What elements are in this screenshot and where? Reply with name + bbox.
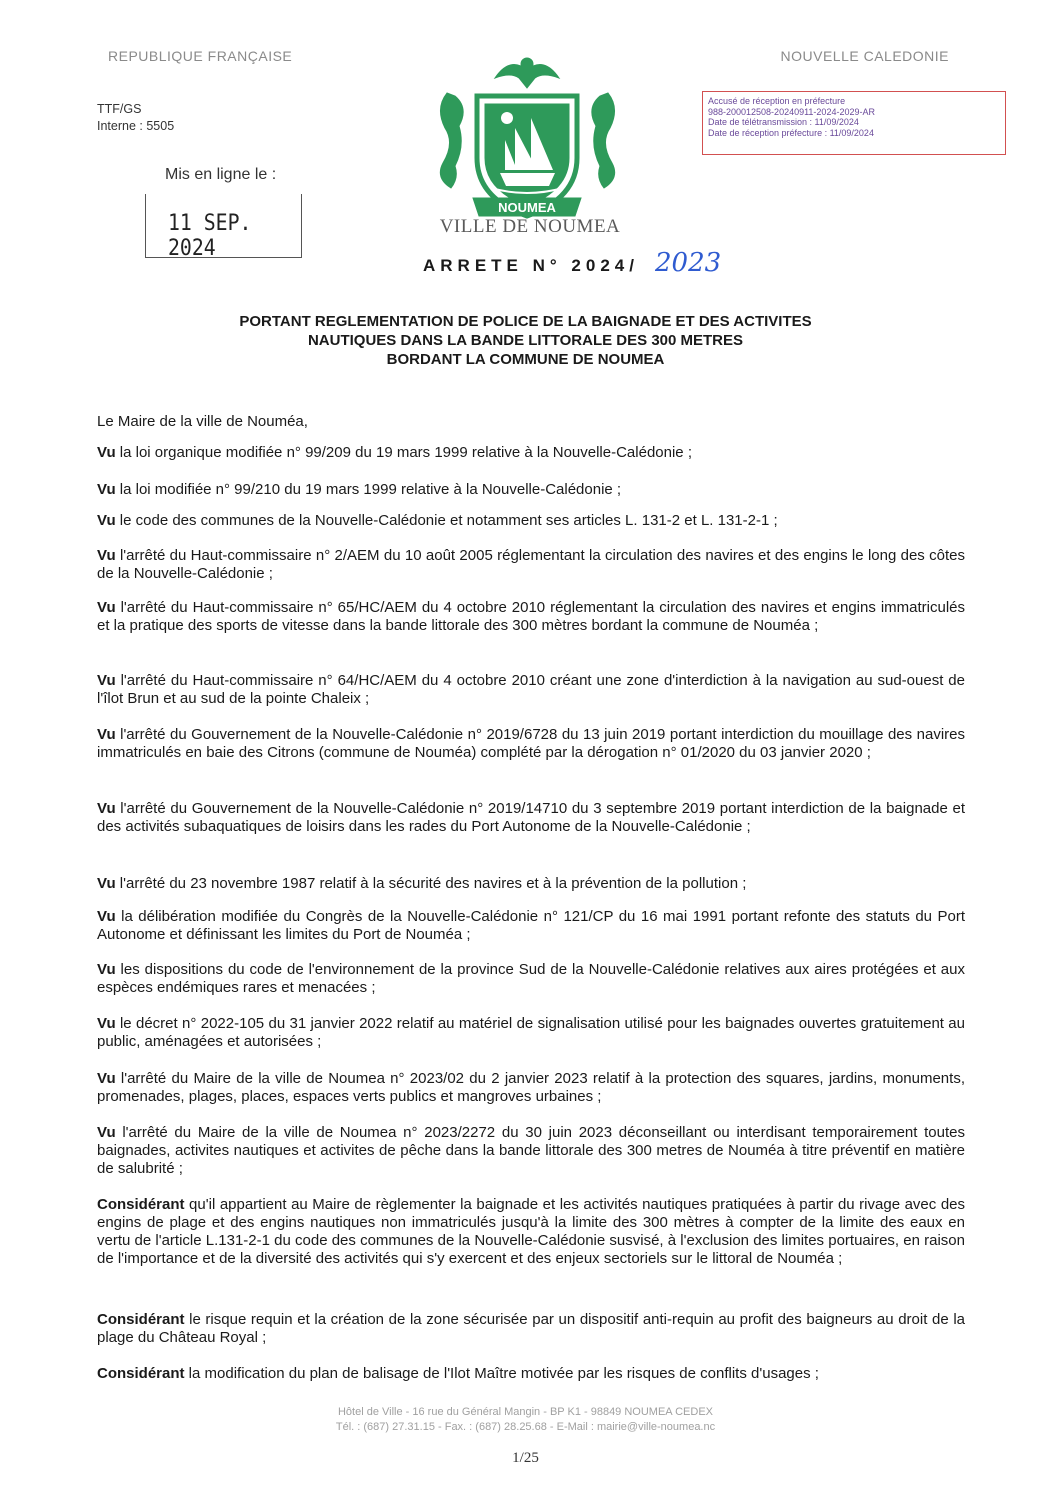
visa-paragraph: Vu la délibération modifiée du Congrès de la Nouvelle-Calédonie n° 121/CP du 16 mai 1991 portant refonte des statuts du Port Autonome et définissant les limites du Port de Nouméa ;: [97, 908, 965, 943]
visa-paragraph: Vu l'arrêté du Haut-commissaire n° 65/HC/AEM du 4 octobre 2010 réglementant la circulation des navires et engins immatriculés et la pratique des sports de vitesse dans la bande littorale des 300 mètres bordant la commune de Nouméa ;: [97, 599, 965, 634]
header-republique: REPUBLIQUE FRANÇAISE: [108, 48, 293, 64]
visa-paragraph: Vu le décret n° 2022-105 du 31 janvier 2022 relatif au matériel de signalisation utilisé pour les baignades ouvertes gratuitement au public, aménagées et autorisées ;: [97, 1015, 965, 1050]
visa-paragraph: Vu l'arrêté du Maire de la ville de Noumea n° 2023/02 du 2 janvier 2023 relatif à la protection des squares, jardins, monuments, promenades, plages, places, espaces verts publics et mangroves urbaines ;: [97, 1070, 965, 1105]
visa-paragraph: Vu l'arrêté du Gouvernement de la Nouvelle-Calédonie n° 2019/6728 du 13 juin 2019 portant interdiction du mouillage des navires immatriculés en baie des Citrons (commune de Nouméa) complété par la dérogation n° 01/2020 du 03 janvier 2020 ;: [97, 726, 965, 761]
receipt-line: 988-200012508-20240911-2024-2029-AR: [708, 106, 875, 117]
decree-title: [150, 312, 901, 369]
city-name: VILLE DE NOUMEA: [439, 216, 621, 237]
visa-paragraph: Vu l'arrêté du Haut-commissaire n° 2/AEM du 10 août 2005 réglementant la circulation des navires et des engins le long des côtes de la Nouvelle-Calédonie ;: [97, 547, 965, 582]
considering-paragraph: Considérant la modification du plan de balisage de l'Ilot Maître motivée par les risques de conflits d'usages ;: [97, 1365, 819, 1382]
online-date-label: Mis en ligne le :: [165, 166, 277, 183]
visa-paragraph: Vu la loi modifiée n° 99/210 du 19 mars 1999 relative à la Nouvelle-Calédonie ;: [97, 481, 622, 498]
considering-paragraph: Considérant le risque requin et la création de la zone sécurisée par un dispositif anti-requin au profit des baigneurs au droit de la plage du Château Royal ;: [97, 1311, 965, 1346]
visa-paragraph: Vu l'arrêté du Maire de la ville de Noumea n° 2023/2272 du 30 juin 2023 déconseillant ou interdisant temporairement toutes baignades, activites nautiques et activites de pêche dans la bande littorale des 300 metres de Nouméa à titre préventif en matière de salubrité ;: [97, 1124, 965, 1177]
title-line: BORDANT LA COMMUNE DE NOUMEA: [386, 351, 665, 368]
visa-paragraph: Vu les dispositions du code de l'environnement de la province Sud de la Nouvelle-Calédonie relatives aux aires protégées et aux espèces endémiques rares et menacées ;: [97, 961, 965, 996]
receipt-line: Date de réception préfecture : 11/09/2024: [708, 127, 874, 138]
header-territory: NOUVELLE CALEDONIE: [780, 48, 949, 64]
town-hall-address: [190, 1405, 861, 1435]
title-line: PORTANT REGLEMENTATION DE POLICE DE LA BAIGNADE ET DES ACTIVITES: [239, 313, 812, 330]
online-date-stamp: [145, 194, 302, 261]
footer-contact-line: Tél. : (687) 27.31.15 - Fax. : (687) 28.25.68 - E-Mail : mairie@ville-noumea.nc: [335, 1421, 716, 1433]
crest-banner-text: NOUMEA: [498, 200, 556, 215]
visa-paragraph: Vu l'arrêté du Haut-commissaire n° 64/HC/AEM du 4 octobre 2010 créant une zone d'interdiction à la navigation au sud-ouest de l'îlot Brun et au sud de la pointe Chaleix ;: [97, 672, 965, 707]
visa-paragraph: Vu l'arrêté du 23 novembre 1987 relatif à la sécurité des navires et à la prévention de la pollution ;: [97, 875, 747, 892]
title-line: NAUTIQUES DANS LA BANDE LITTORALE DES 300 METRES: [307, 332, 744, 349]
prefecture-receipt-stamp: [702, 91, 1006, 155]
reference-internal-number: Interne : 5505: [97, 119, 175, 133]
city-crest-logo: [425, 48, 630, 228]
receipt-line: Date de télétransmission : 11/09/2024: [708, 117, 859, 127]
internal-reference: [97, 101, 174, 135]
mayor-intro: Le Maire de la ville de Nouméa,: [97, 413, 308, 430]
footer-address-line: Hôtel de Ville - 16 rue du Général Mangin - BP K1 - 98849 NOUMEA CEDEX: [337, 1406, 713, 1418]
considering-paragraph: Considérant qu'il appartient au Maire de règlementer la baignade et les activités nautiques pratiquées à partir du rivage avec des engins de plage et des engins nautiques non immatriculés jusqu'à la limite des 300 mètres à compter de la limite des eaux en vertu de l'article L.131-2-1 du code des communes de la Nouvelle-Calédonie susvisé, à l'exclusion des limites portuaires, en raison de l'importance et de la diversité des activités qui s'y exercent et des enjeux sectoriels sur le littoral de Nouméa ;: [97, 1196, 965, 1267]
decree-label: ARRETE N° 2024/: [423, 256, 639, 275]
visa-paragraph: Vu le code des communes de la Nouvelle-Calédonie et notamment ses articles L. 131-2 et L. 131-2-1 ;: [97, 512, 778, 529]
decree-number-handwritten: 2023: [655, 248, 722, 278]
receipt-line: Accusé de réception en préfecture: [708, 96, 846, 106]
visa-paragraph: Vu la loi organique modifiée n° 99/209 du 19 mars 1999 relative à la Nouvelle-Calédonie ;: [97, 444, 692, 461]
visa-paragraph: Vu l'arrêté du Gouvernement de la Nouvelle-Calédonie n° 2019/14710 du 3 septembre 2019 portant interdiction de la baignade et des activités subaquatiques de loisirs dans les rades du Port Autonome de la Nouvelle-Calédonie ;: [97, 800, 965, 835]
reference-initials: TTF/GS: [97, 102, 142, 116]
online-date-value: 11 SEP. 2024: [168, 211, 252, 261]
page-number: 1/25: [512, 1450, 539, 1466]
